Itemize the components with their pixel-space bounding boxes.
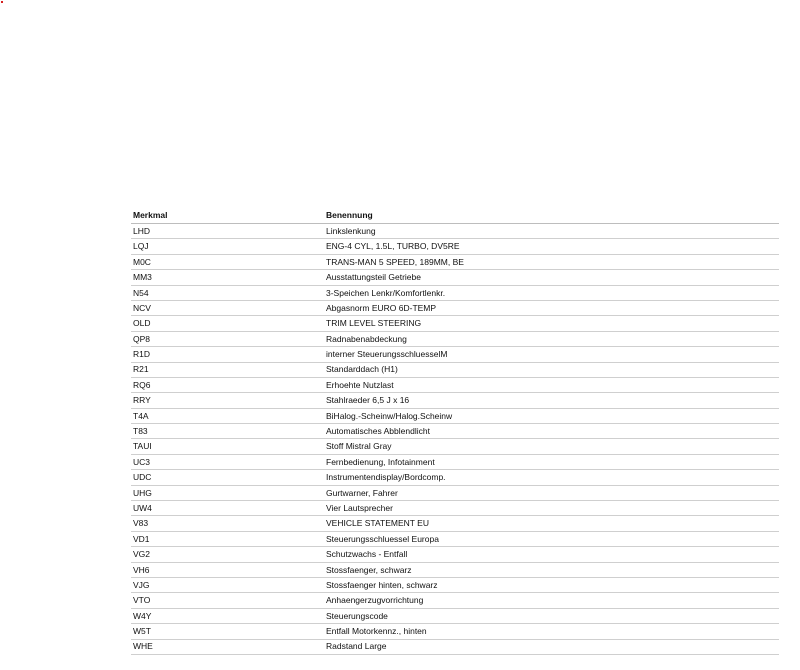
- feature-name: Linkslenkung: [326, 225, 376, 236]
- table-row: [131, 501, 779, 516]
- table-row: [131, 624, 779, 639]
- feature-code: VD1: [133, 533, 150, 544]
- feature-name: Automatisches Abblendlicht: [326, 426, 430, 437]
- feature-code: M0C: [133, 256, 151, 267]
- table-row: [131, 224, 779, 239]
- table-row: [131, 640, 779, 655]
- feature-name: Instrumentendisplay/Bordcomp.: [326, 472, 446, 483]
- table-row: [131, 439, 779, 454]
- feature-name: Steuerungscode: [326, 610, 388, 621]
- table-row: [131, 563, 779, 578]
- feature-name: VEHICLE STATEMENT EU: [326, 518, 429, 529]
- header-benennung: Benennung: [326, 210, 373, 221]
- table-header: [131, 208, 779, 224]
- feature-code: V83: [133, 518, 149, 529]
- feature-code: QP8: [133, 333, 151, 344]
- table-row: [131, 609, 779, 624]
- feature-code: LHD: [133, 225, 151, 236]
- feature-code: VG2: [133, 549, 151, 560]
- feature-code: UHG: [133, 487, 152, 498]
- feature-code: VTO: [133, 595, 151, 606]
- corner-mark: [1, 1, 3, 3]
- feature-code: UW4: [133, 502, 152, 513]
- feature-code: WHE: [133, 641, 153, 652]
- table-row: [131, 239, 779, 254]
- header-merkmal: Merkmal: [133, 210, 168, 221]
- feature-name: Ausstattungsteil Getriebe: [326, 272, 421, 283]
- feature-name: Gurtwarner, Fahrer: [326, 487, 398, 498]
- table-row: [131, 593, 779, 608]
- table-row: [131, 378, 779, 393]
- table-row: [131, 270, 779, 285]
- table-row: [131, 455, 779, 470]
- feature-code: R21: [133, 364, 149, 375]
- feature-name: Schutzwachs - Entfall: [326, 549, 408, 560]
- feature-code: VH6: [133, 564, 150, 575]
- table-row: [131, 347, 779, 362]
- feature-name: BiHalog.-Scheinw/Halog.Scheinw: [326, 410, 453, 421]
- feature-code: RRY: [133, 395, 151, 406]
- feature-code: RQ6: [133, 379, 151, 390]
- feature-name: Erhoehte Nutzlast: [326, 379, 394, 390]
- feature-name: Fernbedienung, Infotainment: [326, 456, 435, 467]
- feature-name: TRANS-MAN 5 SPEED, 189MM, BE: [326, 256, 464, 267]
- feature-name: Stossfaenger, schwarz: [326, 564, 412, 575]
- feature-code: MM3: [133, 272, 152, 283]
- feature-name: 3-Speichen Lenkr/Komfortlenkr.: [326, 287, 446, 298]
- feature-code: W5T: [133, 626, 151, 637]
- feature-code: UDC: [133, 472, 152, 483]
- table-row: [131, 393, 779, 408]
- table-row: [131, 578, 779, 593]
- feature-name: Stoff Mistral Gray: [326, 441, 392, 452]
- features-table: [131, 208, 779, 655]
- feature-name: Abgasnorm EURO 6D-TEMP: [326, 302, 437, 313]
- feature-name: Radnabenabdeckung: [326, 333, 407, 344]
- table-row: [131, 470, 779, 485]
- feature-name: ENG-4 CYL, 1.5L, TURBO, DV5RE: [326, 241, 460, 252]
- table-row: [131, 532, 779, 547]
- feature-name: Standarddach (H1): [326, 364, 398, 375]
- feature-code: W4Y: [133, 610, 152, 621]
- feature-name: TRIM LEVEL STEERING: [326, 318, 422, 329]
- feature-name: Steuerungsschluessel Europa: [326, 533, 439, 544]
- feature-name: Stahlraeder 6,5 J x 16: [326, 395, 410, 406]
- feature-name: Vier Lautsprecher: [326, 502, 393, 513]
- feature-name: Stossfaenger hinten, schwarz: [326, 579, 438, 590]
- table-row: [131, 301, 779, 316]
- feature-code: LQJ: [133, 241, 149, 252]
- table-row: [131, 363, 779, 378]
- table-row: [131, 424, 779, 439]
- table-row: [131, 316, 779, 331]
- feature-name: Anhaengerzugvorrichtung: [326, 595, 424, 606]
- feature-code: N54: [133, 287, 149, 298]
- feature-code: VJG: [133, 579, 150, 590]
- table-row: [131, 547, 779, 562]
- feature-code: OLD: [133, 318, 151, 329]
- table-row: [131, 409, 779, 424]
- feature-name: interner SteuerungsschluesselM: [326, 349, 448, 360]
- table-row: [131, 516, 779, 531]
- table-row: [131, 255, 779, 270]
- feature-code: UC3: [133, 456, 151, 467]
- feature-code: TAUI: [133, 441, 152, 452]
- feature-code: T83: [133, 426, 148, 437]
- feature-code: R1D: [133, 349, 151, 360]
- table-row: [131, 486, 779, 501]
- table-row: [131, 332, 779, 347]
- feature-code: NCV: [133, 302, 151, 313]
- feature-name: Radstand Large: [326, 641, 387, 652]
- feature-code: T4A: [133, 410, 149, 421]
- table-body: [131, 224, 779, 655]
- feature-name: Entfall Motorkennz., hinten: [326, 626, 427, 637]
- table-row: [131, 286, 779, 301]
